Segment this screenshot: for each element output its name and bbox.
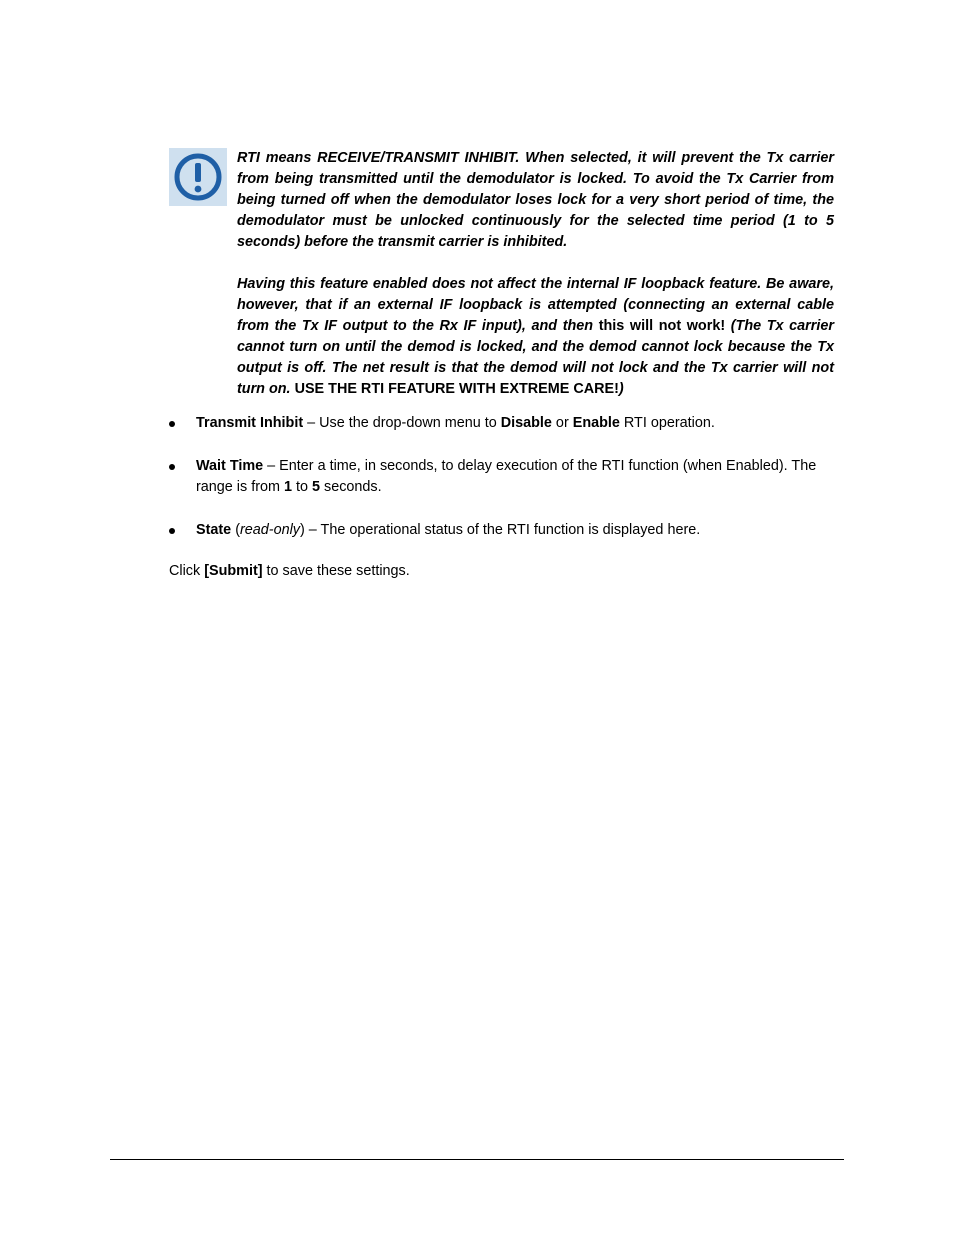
wait-time-text-3: seconds. xyxy=(320,479,382,495)
caution-p2-warning: this will not work! xyxy=(598,318,726,334)
transmit-inhibit-text-2: or xyxy=(551,415,573,431)
term-wait-time: Wait Time xyxy=(196,458,264,474)
settings-bullet-list xyxy=(169,413,845,541)
bullet-icon xyxy=(169,421,175,427)
option-enable: Enable xyxy=(572,415,620,431)
term-transmit-inhibit: Transmit Inhibit xyxy=(196,415,304,431)
wait-time-text-1: – Enter a time, in seconds, to delay execution of the RTI function (when Enabled). The range is from xyxy=(196,458,817,495)
closing-instruction xyxy=(169,561,845,582)
closing-text-1: Click xyxy=(169,563,205,579)
caution-paragraph-2 xyxy=(237,274,834,400)
range-min: 1 xyxy=(283,479,292,495)
bullet-icon xyxy=(169,528,175,534)
list-item-state xyxy=(169,520,845,541)
range-max: 5 xyxy=(312,479,321,495)
submit-reference: [Submit] xyxy=(204,563,263,579)
bullet-icon xyxy=(169,464,175,470)
list-item-wait-time xyxy=(169,456,845,498)
state-qualifier: read-only xyxy=(240,522,300,538)
caution-p2-text-b: (The Tx carrier cannot turn on until the demod is locked, and the demod cannot lock because the Tx output is off. The net result is that the demod will not lock and the Tx carrier will not turn on. xyxy=(237,318,834,397)
transmit-inhibit-text-1: – Use the drop-down menu to xyxy=(303,415,501,431)
footer-divider xyxy=(110,1159,844,1160)
term-state: State xyxy=(196,522,232,538)
closing-text-2: to save these settings. xyxy=(262,563,410,579)
option-disable: Disable xyxy=(500,415,552,431)
list-item-transmit-inhibit xyxy=(169,413,845,434)
transmit-inhibit-text-3: RTI operation. xyxy=(619,415,715,431)
caution-p2-text-a: Having this feature enabled does not affect the internal IF loopback feature. Be aware, however, that if an external IF loopback is attempted (connecting an external cable from the Tx IF output to the Rx IF input), and then xyxy=(237,276,834,334)
caution-note-text xyxy=(237,148,834,400)
caution-paragraph-1: RTI means RECEIVE/TRANSMIT INHIBIT. When selected, it will prevent the Tx carrier from being transmitted until the demodulator is locked. To avoid the Tx Carrier from being turned off when the demodulator loses lock for a very short period of time, the demodulator must be unlocked continuously for the selected time period (1 to 5 seconds) before the transmit carrier is inhibited. xyxy=(237,150,834,250)
wait-time-text-2: to xyxy=(292,479,312,495)
caution-p2-close-paren: ) xyxy=(618,381,624,397)
caution-p2-emphasis: USE THE RTI FEATURE WITH EXTREME CARE! xyxy=(294,381,619,397)
state-text-1: ( xyxy=(231,522,240,538)
state-text-2: ) – The operational status of the RTI function is displayed here. xyxy=(300,522,701,538)
caution-exclamation-icon xyxy=(169,148,227,206)
